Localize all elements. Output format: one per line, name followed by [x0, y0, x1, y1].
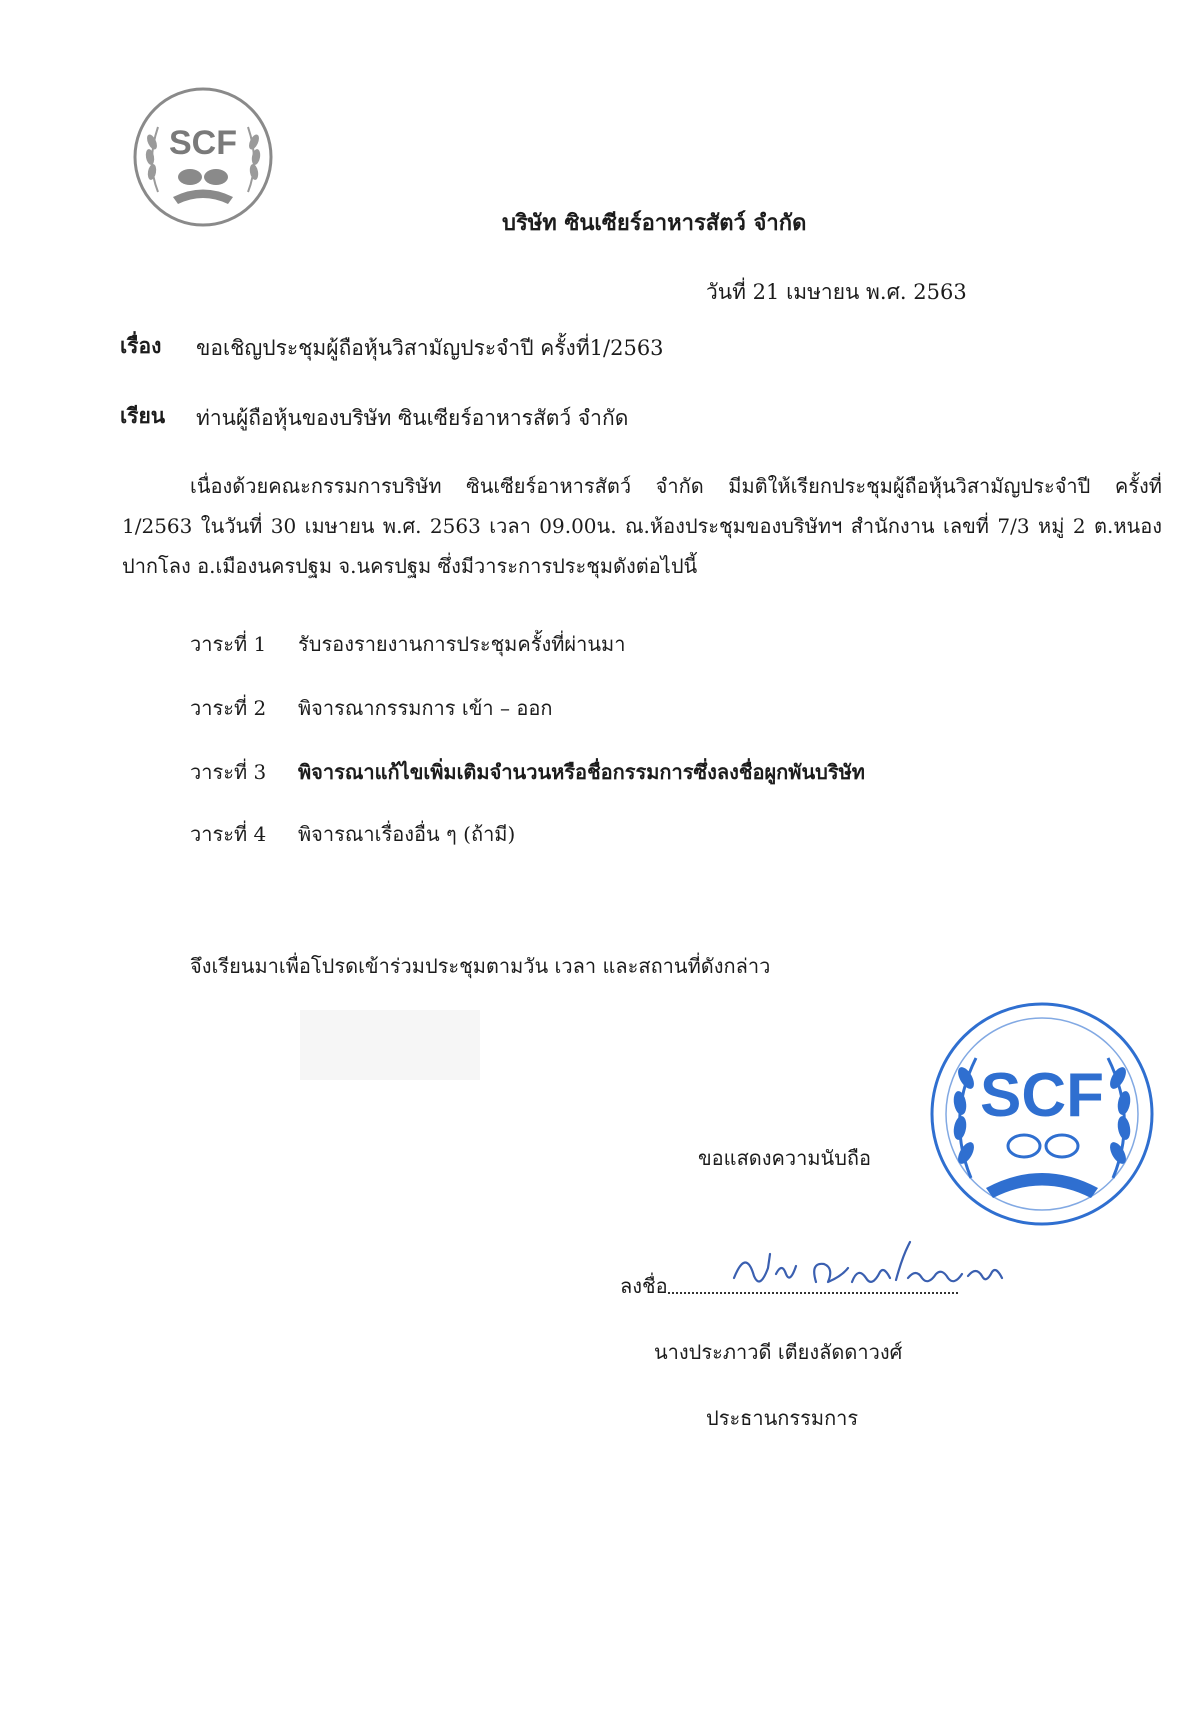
agenda-text: พิจารณาแก้ไขเพิ่มเติมจำนวนหรือชื่อกรรมการซึ่งลงชื่อผูกพันบริษัท	[298, 760, 865, 784]
scan-artifact	[300, 1010, 480, 1080]
agenda-label: วาระที่ 3	[190, 760, 267, 784]
signature-label: ลงชื่อ	[620, 1274, 668, 1298]
agenda-item	[190, 692, 552, 724]
agenda-label: วาระที่ 1	[190, 632, 267, 656]
agenda-text: พิจารณากรรมการ เข้า – ออก	[298, 696, 553, 720]
logo-text: SCF	[169, 124, 237, 162]
company-heading: บริษัท ซินเซียร์อาหารสัตว์ จำกัด	[502, 210, 807, 236]
closing-request: จึงเรียนมาเพื่อโปรดเข้าร่วมประชุมตามวัน เวลา และสถานที่ดังกล่าว	[190, 954, 771, 978]
company-logo	[128, 82, 278, 232]
recipient-label: เรียน	[120, 403, 166, 428]
agenda-text: พิจารณาเรื่องอื่น ๆ (ถ้ามี)	[298, 822, 516, 846]
date-line: วันที่ 21 เมษายน พ.ศ. 2563	[706, 280, 967, 304]
stamp-text: SCF	[980, 1061, 1104, 1130]
subject-label: เรื่อง	[120, 333, 162, 358]
company-stamp	[926, 998, 1158, 1230]
agenda-label: วาระที่ 2	[190, 696, 267, 720]
signatory-name: นางประภาวดี เตียงลัดดาวงศ์	[654, 1340, 903, 1364]
regards: ขอแสดงความนับถือ	[698, 1146, 872, 1170]
recipient-text: ท่านผู้ถือหุ้นของบริษัท ซินเซียร์อาหารสัตว์ จำกัด	[196, 406, 629, 430]
agenda-item	[190, 628, 625, 660]
body-paragraph: เนื่องด้วยคณะกรรมการบริษัท ซินเซียร์อาหารสัตว์ จำกัด มีมติให้เรียกประชุมผู้ถือหุ้นวิสามัญประจำปี ครั้งที่ 1/2563 ในวันที่ 30 เมษายน พ.ศ. 2563 เวลา 09.00น. ณ.ห้องประชุมของบริษัทฯ สำนักงาน เลขที่ 7/3 หมู่ 2 ต.หนองปากโลง อ.เมืองนครปฐม จ.นครปฐม ซึ่งมีวาระการประชุมดังต่อไปนี้	[122, 474, 1162, 578]
agenda-text: รับรองรายงานการประชุมครั้งที่ผ่านมา	[298, 632, 626, 656]
agenda-item	[190, 756, 865, 788]
signatory-title: ประธานกรรมการ	[706, 1406, 859, 1430]
agenda-label: วาระที่ 4	[190, 822, 267, 846]
handwritten-signature	[724, 1238, 1014, 1308]
agenda-item	[190, 818, 515, 850]
subject-text: ขอเชิญประชุมผู้ถือหุ้นวิสามัญประจำปี ครั้งที่1/2563	[196, 336, 664, 360]
